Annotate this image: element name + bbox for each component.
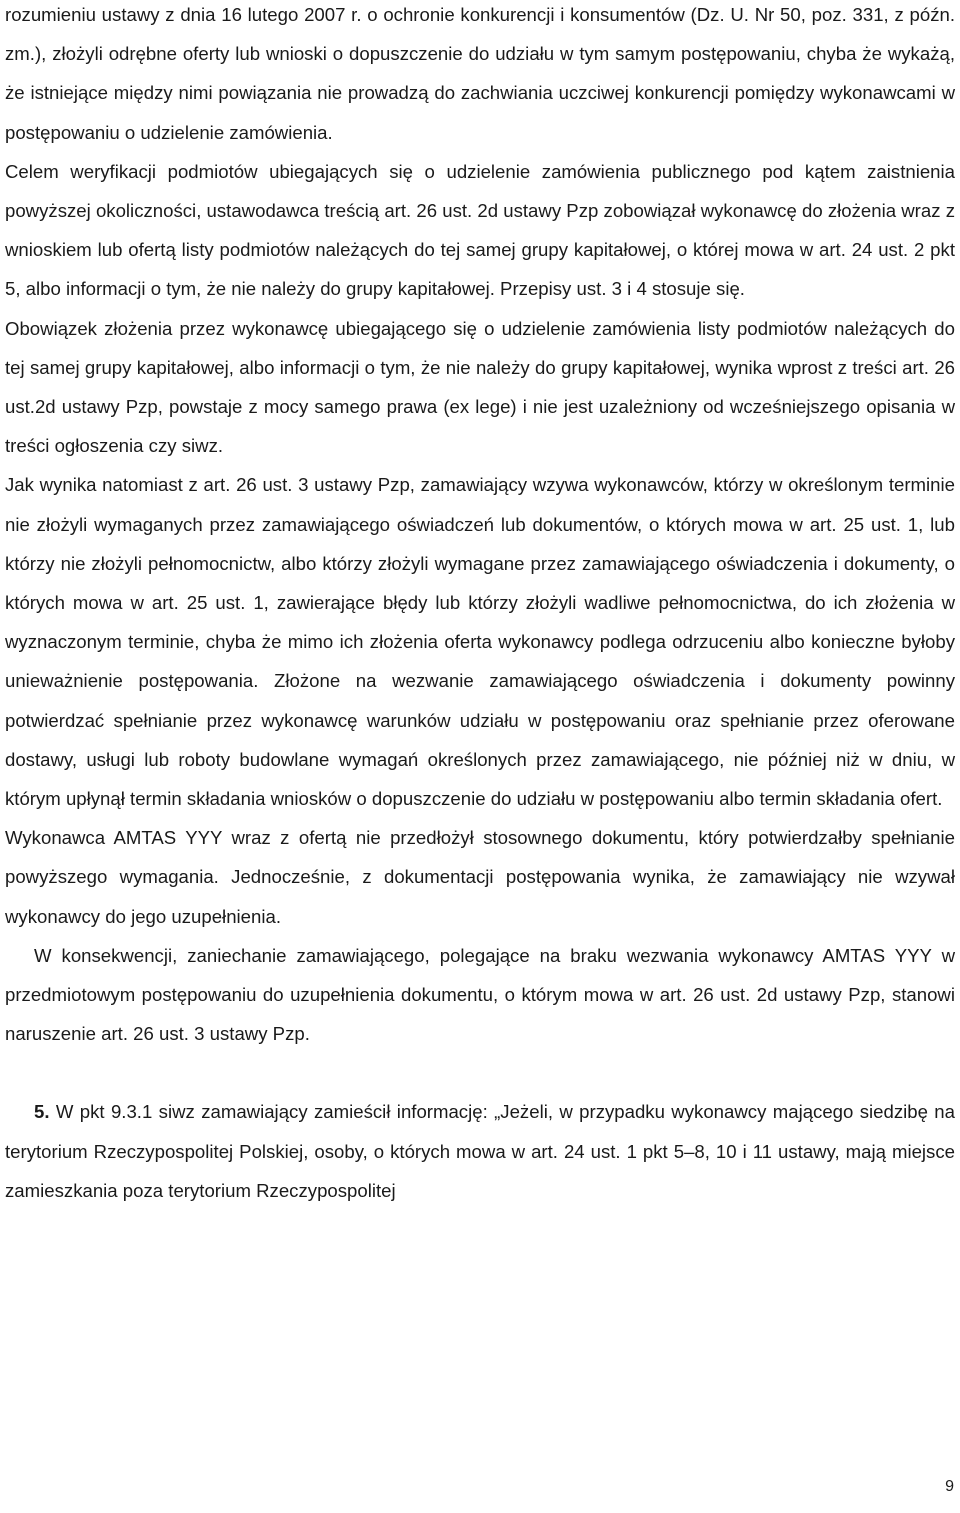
paragraph-conclusion: W konsekwencji, zaniechanie zamawiającego, polegające na braku wezwania wykonawcy AMTAS YYY w przedmiotowym postępowaniu do uzupełnienia dokumentu, o którym mowa w art. 26 ust. 2d ustawy Pzp, stanowi naruszenie art. 26 ust. 3 ustawy Pzp. xyxy=(5,944,955,1045)
paragraph-amtas-missing-document: Wykonawca AMTAS YYY wraz z ofertą nie przedłożył stosownego dokumentu, który potwierdzałby spełnianie powyższego wymagania. Jednocześnie, z dokumentacji postępowania wynika, że zamawiający nie wzywał wykonawcy do jego uzupełnienia. xyxy=(5,827,955,927)
page-number: 9 xyxy=(945,1478,954,1495)
section-number: 5. xyxy=(34,1101,50,1123)
paragraph-verification-obligation: Celem weryfikacji podmiotów ubiegających się o udzielenie zamówienia publicznego pod kątem zaistnienia powyższej okoliczności, ustawodawca treścią art. 26 ust. 2d ustawy Pzp zobowiązał wykonawcę do złożenia wraz z wnioskiem lub ofertą listy podmiotów należących do tej samej grupy kapitałowej, o której mowa w art. 24 ust. 2 pkt 5, albo informacji o tym, że nie należy do grupy kapitałowej. Przepisy ust. 3 i 4 stosuje się. xyxy=(5,160,955,300)
paragraph-spacer xyxy=(5,1053,955,1092)
document-page xyxy=(5,0,955,1513)
paragraph-ex-lege-obligation: Obowiązek złożenia przez wykonawcę ubiegającego się o udzielenie zamówienia listy podmiotów należących do tej samej grupy kapitałowej, albo informacji o tym, że nie należy do grupy kapitałowej, wynika wprost z treści art. 26 ust.2d ustawy Pzp, powstaje z mocy samego prawa (ex lege) i nie jest uzależniony od wcześniejszego opisania w treści ogłoszenia czy siwz. xyxy=(5,317,955,457)
section-5-paragraph xyxy=(5,1092,955,1210)
section-5-text: W pkt 9.3.1 siwz zamawiający zamieścił informację: „Jeżeli, w przypadku wykonawcy mającego siedzibę na terytorium Rzeczypospolitej Polskiej, osoby, o których mowa w art. 24 ust. 1 pkt 5–8, 10 i 11 ustawy, mają miejsce zamieszkania poza terytorium Rzeczypospolitej xyxy=(5,1101,955,1201)
paragraph-group-capital-definition: rozumieniu ustawy z dnia 16 lutego 2007 r. o ochronie konkurencji i konsumentów (Dz. U. Nr 50, poz. 331, z późn. zm.), złożyli odrębne oferty lub wnioski o dopuszczenie do udziału w tym samym postępowaniu, chyba że wykażą, że istniejące między nimi powiązania nie prowadzą do zachwiania uczciwej konkurencji pomiędzy wykonawcami w postępowaniu o udzielenie zamówienia. xyxy=(5,4,955,143)
paragraph-art-26-ust-3: Jak wynika natomiast z art. 26 ust. 3 ustawy Pzp, zamawiający wzywa wykonawców, którzy w określonym terminie nie złożyli wymaganych przez zamawiającego oświadczeń lub dokumentów, o których mowa w art. 25 ust. 1, lub którzy nie złożyli pełnomocnictw, albo którzy złożyli wymagane przez zamawiającego oświadczenia i dokumenty, o których mowa w art. 25 ust. 1, zawierające błędy lub którzy złożyli wadliwe pełnomocnictwa, do ich złożenia w wyznaczonym terminie, chyba że mimo ich złożenia oferta wykonawcy podlega odrzuceniu albo konieczne byłoby unieważnienie postępowania. Złożone na wezwanie zamawiającego oświadczenia i dokumenty powinny potwierdzać spełnianie przez wykonawcę warunków udziału w postępowaniu oraz spełnianie przez oferowane dostawy, usługi lub roboty budowlane wymagań określonych przez zamawiającego, nie później niż w dniu, w którym upłynął termin składania wniosków o dopuszczenie do udziału w postępowaniu albo termin składania ofert. xyxy=(5,474,955,810)
